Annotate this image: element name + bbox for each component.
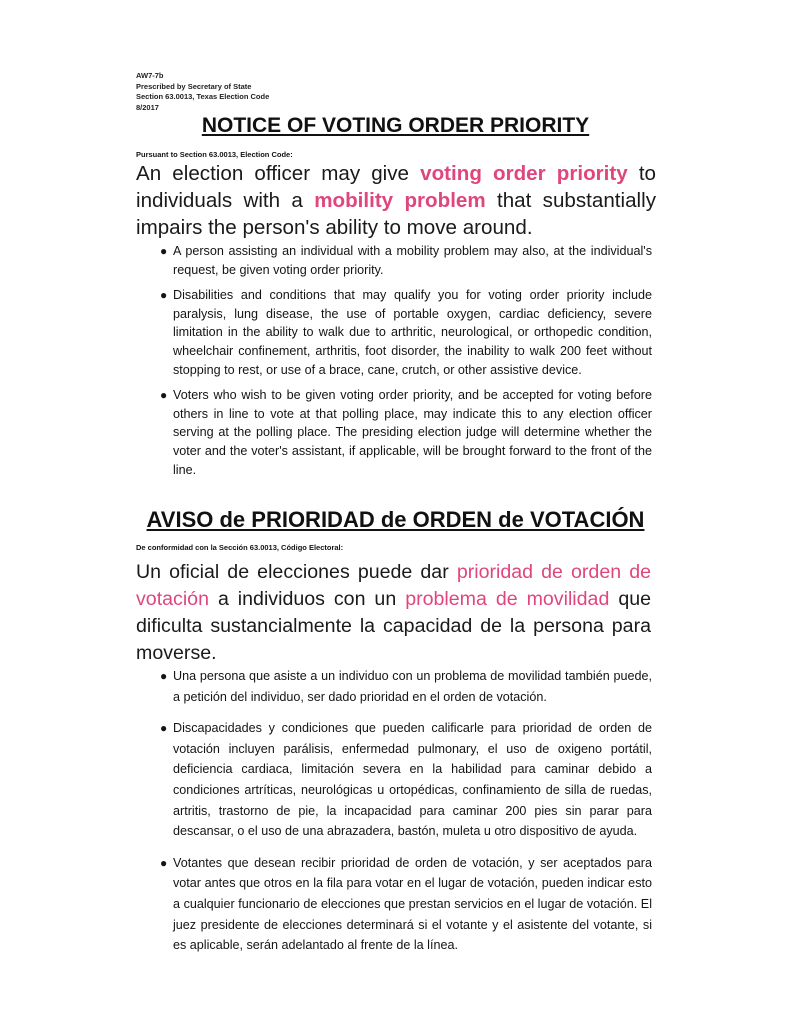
form-id: AW7-7b	[136, 71, 164, 80]
prescribed-by: Prescribed by Secretary of State	[136, 81, 252, 91]
lead-text: que dificulta sustancialmente la capacidad de la persona para moverse.	[136, 588, 652, 664]
bullet-text: Votantes que desean recibir prioridad de orden de votación, y ser aceptados para votar antes que otros en la fila para votar en el lugar de votación, pueden indicar esto a cualquier funcionario de elecciones que prestan servicios en el lugar de votación. El juez presidente de elecciones determinará si el votante y el asistente del votante, si es aplicable, serán adelantado al frente de la línea.	[173, 855, 652, 953]
list-item	[160, 286, 652, 379]
spanish-lead-paragraph	[136, 559, 651, 667]
english-title: NOTICE OF VOTING ORDER PRIORITY	[201, 114, 590, 137]
bullet-icon: ●	[160, 721, 168, 736]
list-item	[160, 666, 652, 707]
bullet-text: Voters who wish to be given voting order priority, and be accepted for voting before others in line to vote at that polling place, may indicate this to any election officer serving at the polling place. The presiding election judge will determine whether the voter and the voter's assistant, if applicable, will be brought forward to the front of the line.	[173, 388, 652, 477]
list-item	[160, 853, 652, 956]
lead-text: that substantially impairs the person's ability to move around.	[136, 189, 656, 239]
lead-text: An election officer may give	[136, 162, 421, 185]
form-header	[136, 71, 269, 113]
bullet-icon: ●	[160, 855, 168, 870]
highlight-mobility-problem: mobility problem	[314, 189, 486, 212]
highlight-problema-de-movilidad: problema de movilidad	[405, 588, 610, 610]
spanish-pursuant: De conformidad con la Sección 63.0013, Código Electoral:	[136, 543, 344, 552]
spanish-bullet-list	[160, 666, 652, 967]
bullet-icon: ●	[160, 244, 168, 258]
code-section: Section 63.0013, Texas Election Code	[136, 92, 270, 101]
lead-text: a individuos con un	[208, 588, 406, 610]
form-date: 8/2017	[136, 102, 159, 112]
english-lead-paragraph	[136, 160, 656, 241]
bullet-icon: ●	[160, 669, 168, 683]
bullet-text: Discapacidades y condiciones que pueden calificarle para prioridad de orden de votación incluyen parálisis, enfermedad pulmonary, el uso de oxigeno portátil, deficiencia cardiaca, limitación severa en la habilidad para caminar debido a condiciones artríticas, neurológicas u ortopédicas, confinamiento de silla de ruedas, artritis, trastorno de pie, la incapacidad para caminar 200 pies sin parar para descansar, o el uso de una abrazadera, bastón, muleta u otro dispositivo de ayuda.	[173, 721, 652, 839]
list-item	[160, 386, 652, 479]
highlight-prioridad-de-orden: prioridad de orden de votación	[136, 561, 651, 610]
list-item	[160, 718, 652, 842]
bullet-text: A person assisting an individual with a mobility problem may also, at the individual's request, be given voting order priority.	[173, 244, 652, 277]
lead-text: to individuals with a	[136, 162, 656, 212]
highlight-voting-order-priority: voting order priority	[420, 162, 628, 185]
lead-text: Un oficial de elecciones puede dar	[136, 561, 457, 583]
bullet-text: Disabilities and conditions that may qualify you for voting order priority include paralysis, lung disease, the use of portable oxygen, cardiac deficiency, severe limitation in the ability to walk due to arthritic, neurological, or orthopedic condition, wheelchair confinement, arthritis, foot disorder, the inability to walk 200 feet without stopping to rest, or use of a brace, cane, crutch, or other assistive device.	[173, 288, 652, 377]
bullet-icon: ●	[160, 388, 168, 403]
spanish-title: AVISO de PRIORIDAD de ORDEN de VOTACIÓN	[146, 507, 645, 532]
bullet-text: Una persona que asiste a un individuo con un problema de movilidad también puede, a petición del individuo, ser dado prioridad en el orden de votación.	[173, 669, 652, 704]
english-bullet-list	[160, 242, 652, 486]
english-pursuant: Pursuant to Section 63.0013, Election Code:	[136, 150, 293, 159]
bullet-icon: ●	[160, 288, 168, 303]
list-item	[160, 242, 652, 279]
